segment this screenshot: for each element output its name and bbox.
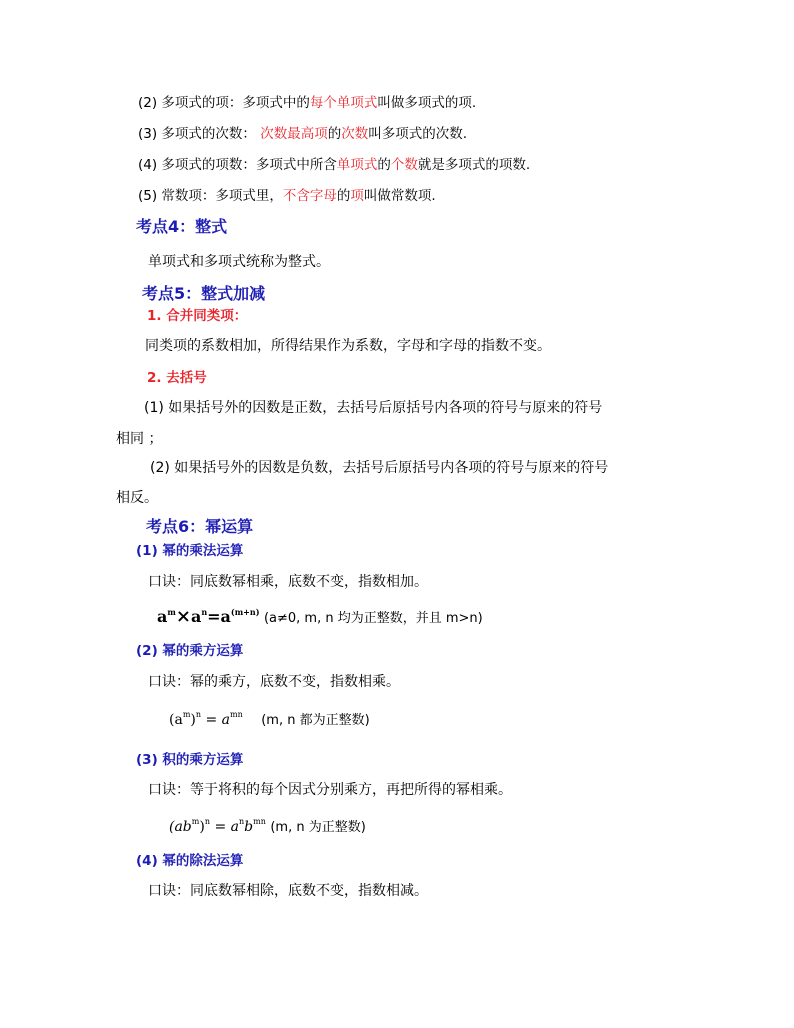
k4-heading: 考点4：整式 [136,217,228,236]
poly-degree-def [138,124,467,144]
k6-p4-rule: 口诀：同底数幂相除，底数不变，指数相减。 [148,883,428,899]
k4-text: 单项式和多项式统称为整式。 [148,254,330,270]
formula-power-product: $a^m\times a^n=a^{(m+n)}$ [157,606,260,627]
text: 就是多项式的项数. [417,157,531,173]
text: 叫做常数项. [363,188,436,204]
highlight: 个数 [390,157,418,173]
k6-p2-heading: (2) 幂的乘方运算 [136,643,244,659]
text: (3) 多项式的次数： [138,126,256,142]
highlight: 项 [350,188,364,204]
text: 的 [336,188,351,204]
k6-p3-heading: (3) 积的乘方运算 [136,752,244,768]
formula-power-of-product: $(ab^m)^n = a^nb^{mn}$ [169,817,266,835]
text: 的 [377,157,391,173]
k6-p2-rule: 口诀：幂的乘方，底数不变，指数相乘。 [148,674,400,690]
k6-p1-formula [157,607,483,629]
k5-heading: 考点5：整式加减 [142,284,266,303]
formula-note: (m, n 都为正整数) [261,713,370,728]
k6-p1-heading: (1) 幂的乘法运算 [136,543,244,559]
highlight: 每个单项式 [309,95,378,111]
formula-note: (m, n 为正整数) [270,820,366,835]
formula-power-of-power: $(a^m)^n = a^{mn}$ [169,710,243,728]
k6-p2-formula [169,710,370,732]
highlight: 次数 [341,126,369,142]
text: 的 [327,126,342,142]
text: (5) 常数项：多项式里， [138,188,283,204]
text: (4) 多项式的项数：多项式中所含 [138,157,337,173]
k6-p1-rule: 口诀：同底数幂相乘，底数不变，指数相加。 [148,574,428,590]
k5-sub1-heading: 1. 合并同类项： [147,308,248,324]
k6-p4-heading: (4) 幂的除法运算 [136,853,244,869]
poly-constant-def [138,186,436,206]
k6-p3-rule: 口诀：等于将积的每个因式分别乘方，再把所得的幂相乘。 [148,782,512,798]
highlight: 单项式 [336,157,378,173]
k6-p3-formula [169,817,366,839]
highlight: 次数最高项 [260,126,328,142]
k5-rule2-line1: (2) 如果括号外的因数是负数，去括号后原括号内各项的符号与原来的符号 [150,460,609,476]
poly-term-def [138,93,476,113]
formula-note: (a≠0, m, n 均为正整数，并且 m>n) [263,611,483,626]
k5-sub2-heading: 2. 去括号 [147,370,207,386]
k6-heading: 考点6：幂运算 [146,517,254,536]
text: 叫多项式的次数. [368,126,468,142]
poly-count-def [138,155,530,175]
highlight: 不含字母 [282,188,337,204]
k5-rule1-line2: 相同 ； [116,431,163,447]
k5-rule1-line1: (1) 如果括号外的因数是正数，去括号后原括号内各项的符号与原来的符号 [144,400,603,416]
text: (2) 多项式的项：多项式中的 [138,95,310,111]
k5-rule2-line2: 相反。 [116,490,158,506]
k5-sub1-text: 同类项的系数相加，所得结果作为系数，字母和字母的指数不变。 [145,338,551,354]
text: 叫做多项式的项. [377,95,477,111]
